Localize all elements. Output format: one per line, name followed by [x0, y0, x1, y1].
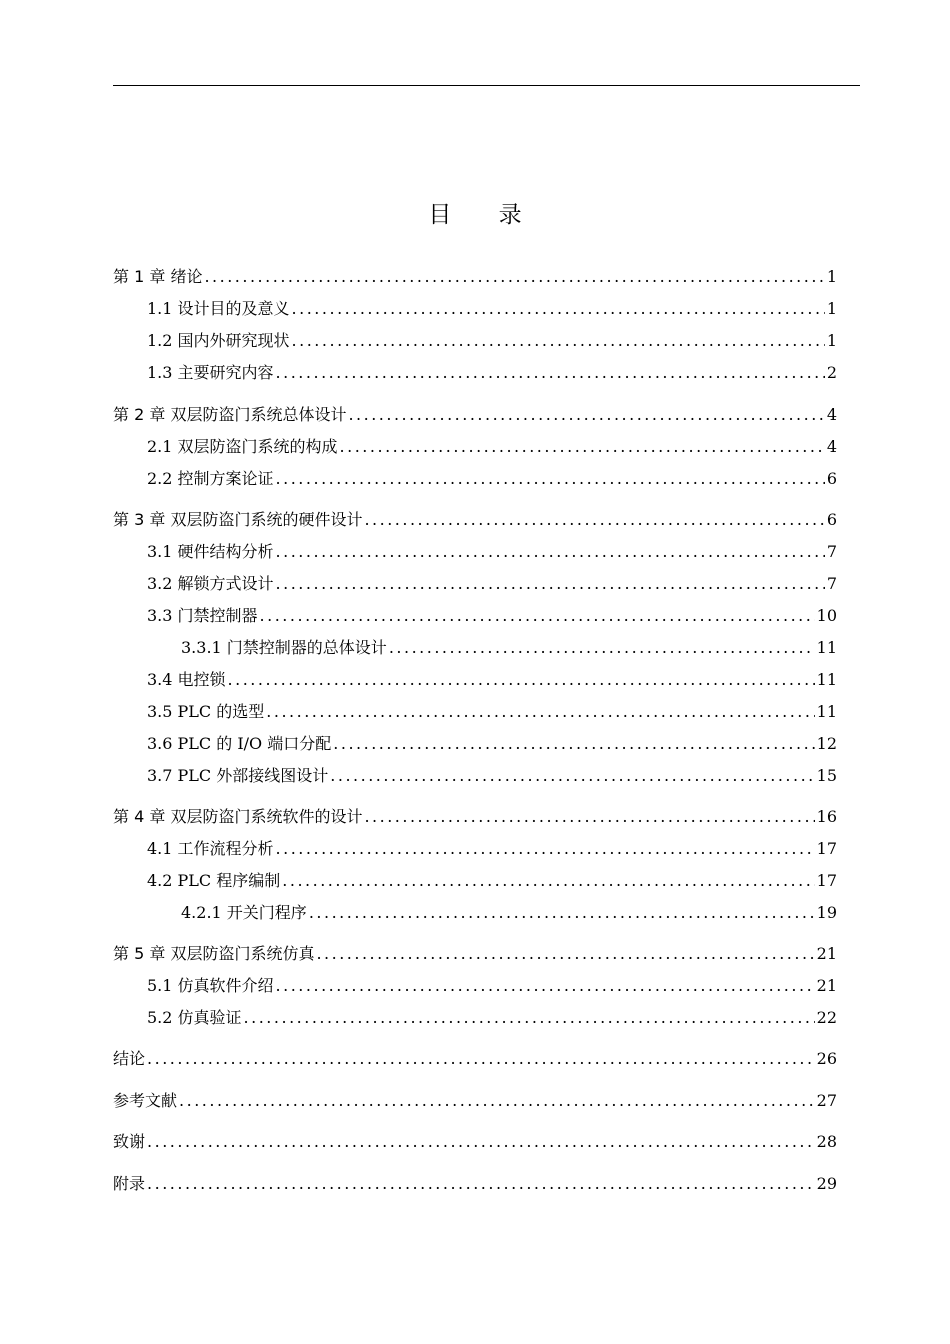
toc-entry-page: 4 [826, 437, 837, 456]
toc-entry[interactable] [147, 731, 837, 755]
toc-entry[interactable] [147, 973, 837, 997]
toc-entry[interactable] [147, 836, 837, 860]
toc-entry[interactable] [147, 539, 837, 563]
toc-entry[interactable] [113, 1171, 837, 1195]
toc-entry-page: 21 [816, 976, 837, 995]
toc-entry-page: 19 [816, 903, 837, 922]
toc-entry-label: 1.1 设计目的及意义 [147, 299, 290, 318]
toc-entry-page: 2 [826, 363, 837, 382]
toc-entry-page: 12 [816, 734, 837, 753]
dot-leader [276, 468, 825, 490]
toc-entry-label: 5.1 仿真软件介绍 [147, 976, 274, 995]
toc-entry[interactable] [147, 434, 837, 458]
toc-entry[interactable] [147, 360, 837, 384]
toc-entry-label: 3.3 门禁控制器 [147, 606, 258, 625]
toc-entry-page: 4 [826, 405, 837, 424]
toc-entry[interactable] [147, 763, 837, 787]
toc-entry-label: 3.4 电控锁 [147, 670, 226, 689]
dot-leader [309, 902, 815, 924]
toc-entry[interactable] [113, 1088, 837, 1112]
dot-leader [228, 669, 815, 691]
toc-entry-label: 3.2 解锁方式设计 [147, 574, 274, 593]
toc-entry[interactable] [113, 402, 837, 426]
dot-leader [244, 1007, 815, 1029]
toc-entry-label: 4.1 工作流程分析 [147, 839, 274, 858]
toc-entry-label: 3.5 PLC 的选型 [147, 702, 265, 721]
dot-leader [147, 1131, 815, 1153]
toc-entry-page: 11 [816, 638, 837, 657]
toc-entry-label: 2.2 控制方案论证 [147, 469, 274, 488]
toc-entry[interactable] [181, 635, 837, 659]
dot-leader [276, 838, 815, 860]
dot-leader [204, 266, 824, 288]
toc-entry-label: 4.2.1 开关门程序 [181, 903, 307, 922]
toc-entry-page: 1 [826, 299, 837, 318]
toc-entry-page: 7 [826, 542, 837, 561]
toc-entry-label: 参考文献 [113, 1091, 178, 1110]
toc-entry-page: 28 [816, 1132, 837, 1151]
toc-entry-label: 2.1 双层防盗门系统的构成 [147, 437, 338, 456]
toc-entry[interactable] [147, 603, 837, 627]
dot-leader [348, 404, 824, 426]
dot-leader [333, 733, 814, 755]
toc-entry[interactable] [113, 1129, 837, 1153]
dot-leader [276, 541, 825, 563]
toc-entry-label: 第 1 章 绪论 [113, 267, 203, 286]
toc-entry-page: 10 [816, 606, 837, 625]
toc-entry[interactable] [147, 328, 837, 352]
dot-leader [316, 943, 814, 965]
toc-entry-page: 26 [816, 1049, 837, 1068]
toc-entry[interactable] [147, 699, 837, 723]
toc-entry-page: 6 [826, 510, 837, 529]
toc-entry[interactable] [113, 507, 837, 531]
toc-entry-label: 第 5 章 双层防盗门系统仿真 [113, 944, 315, 963]
toc-entry-page: 27 [816, 1091, 837, 1110]
dot-leader [330, 765, 814, 787]
dot-leader [282, 870, 814, 892]
toc-entry-page: 29 [816, 1174, 837, 1193]
dot-leader [147, 1048, 815, 1070]
toc-entry-page: 7 [826, 574, 837, 593]
dot-leader [292, 330, 825, 352]
toc-entry-page: 11 [816, 670, 837, 689]
toc-entry-label: 3.1 硬件结构分析 [147, 542, 274, 561]
dot-leader [389, 637, 815, 659]
toc-entry-label: 3.6 PLC 的 I/O 端口分配 [147, 734, 332, 753]
dot-leader [364, 806, 814, 828]
toc-entry-label: 4.2 PLC 程序编制 [147, 871, 281, 890]
toc-entry-label: 第 4 章 双层防盗门系统软件的设计 [113, 807, 363, 826]
dot-leader [266, 701, 814, 723]
toc-entry-page: 1 [826, 331, 837, 350]
dot-leader [147, 1173, 815, 1195]
dot-leader [340, 436, 825, 458]
toc-entry-label: 1.2 国内外研究现状 [147, 331, 290, 350]
toc-entry[interactable] [147, 466, 837, 490]
dot-leader [276, 975, 815, 997]
toc-entry-page: 6 [826, 469, 837, 488]
toc-entry-page: 17 [816, 839, 837, 858]
toc-entry-page: 21 [816, 944, 837, 963]
toc-entry[interactable] [113, 941, 837, 965]
toc-entry[interactable] [113, 804, 837, 828]
toc-entry[interactable] [147, 296, 837, 320]
toc-entry-label: 结论 [113, 1049, 146, 1068]
toc-entry-page: 11 [816, 702, 837, 721]
toc-entry-label: 附录 [113, 1174, 146, 1193]
dot-leader [276, 362, 825, 384]
toc-entry-label: 3.3.1 门禁控制器的总体设计 [181, 638, 387, 657]
dot-leader [260, 605, 815, 627]
toc-entry[interactable] [147, 1005, 837, 1029]
toc-entry[interactable] [181, 900, 837, 924]
toc-entry-label: 1.3 主要研究内容 [147, 363, 274, 382]
toc-entry-label: 致谢 [113, 1132, 146, 1151]
page-title: 目 录 [428, 202, 542, 228]
toc-entry-label: 第 2 章 双层防盗门系统总体设计 [113, 405, 347, 424]
toc-entry-page: 17 [816, 871, 837, 890]
toc-entry-label: 第 3 章 双层防盗门系统的硬件设计 [113, 510, 363, 529]
toc-entry-page: 15 [816, 766, 837, 785]
toc-entry-page: 1 [826, 267, 837, 286]
dot-leader [292, 298, 825, 320]
toc-entry-page: 22 [816, 1008, 837, 1027]
dot-leader [179, 1090, 815, 1112]
toc-entry-label: 3.7 PLC 外部接线图设计 [147, 766, 329, 785]
toc-entry[interactable] [113, 264, 837, 288]
toc-entry[interactable] [113, 1046, 837, 1070]
toc-entry[interactable] [147, 667, 837, 691]
toc-entry-page: 16 [816, 807, 837, 826]
toc-entry-label: 5.2 仿真验证 [147, 1008, 242, 1027]
dot-leader [364, 509, 824, 531]
toc-entry[interactable] [147, 868, 837, 892]
toc-entry[interactable] [147, 571, 837, 595]
dot-leader [276, 573, 825, 595]
